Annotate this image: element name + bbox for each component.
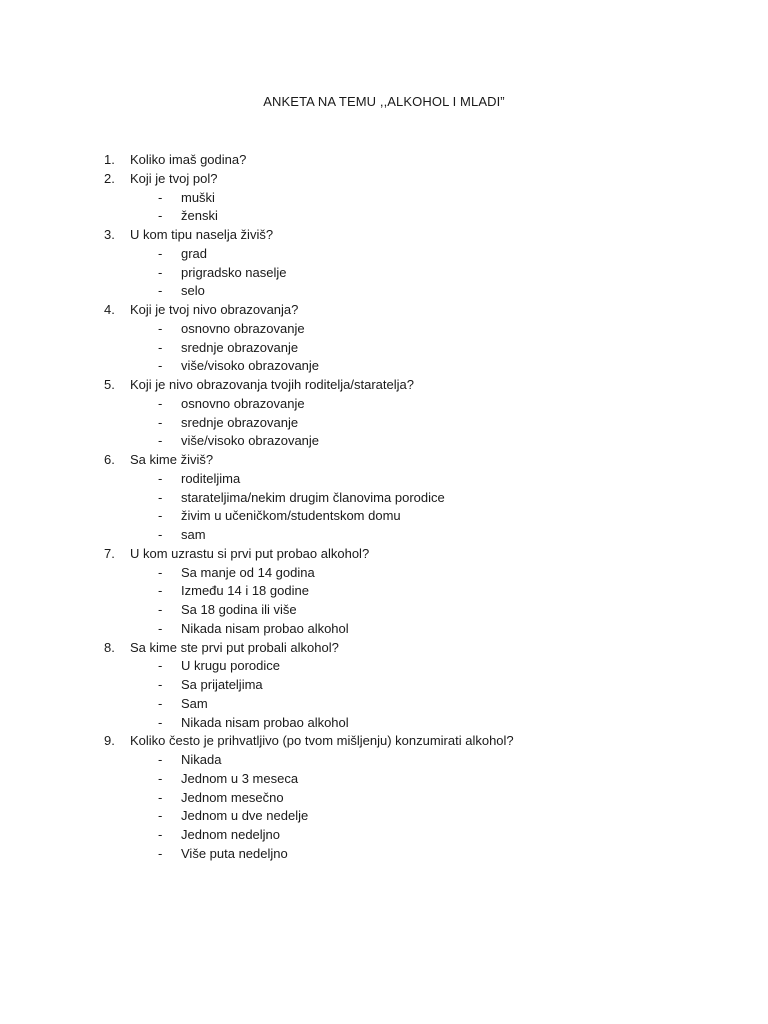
answer-dash: - [158,320,163,336]
answer-dash: - [158,714,163,730]
answer-option [0,751,768,770]
question-number: 1. [104,152,115,167]
answer-dash: - [158,414,163,430]
answer-dash: - [158,564,163,580]
question-text: Koji je nivo obrazovanja tvojih roditelja/staratelja? [130,377,414,392]
answer-dash: - [158,808,163,824]
answer-option [0,526,768,545]
answer-text: Sa prijateljima [181,677,263,692]
question-text: Koliko često je prihvatljivo (po tvom mišljenju) konzumirati alkohol? [130,733,514,749]
answer-option [0,564,768,583]
question-text: Koliko imaš godina? [130,152,247,167]
answer-text: U krugu porodice [181,658,280,674]
question-number: 9. [104,733,115,749]
answer-dash: - [158,433,163,449]
answer-dash: - [158,208,163,224]
answer-text: Jednom nedeljno [181,827,281,842]
answer-text: Sam [181,695,208,711]
answer-dash: - [158,602,163,617]
question-text: Sa kime ste prvi put probali alkohol? [130,639,339,655]
answer-dash: - [158,264,163,280]
answer-dash: - [158,508,163,524]
question-number: 3. [104,227,115,242]
answer-option [0,601,768,620]
answer-option [0,620,768,639]
answer-text: ženski [181,208,218,224]
answer-text: Između 14 i 18 godine [181,583,309,599]
answer-text: Sa manje od 14 godina [181,564,315,580]
question-line [0,545,768,564]
answer-option [0,807,768,826]
answer-option [0,714,768,733]
answer-text: osnovno obrazovanje [181,320,305,336]
answer-dash: - [158,789,163,805]
answer-dash: - [158,845,163,861]
answer-dash: - [158,827,163,842]
question-text: U kom tipu naselja živiš? [130,227,274,242]
question-1 [0,151,768,170]
question-line [0,301,768,320]
answer-text: osnovno obrazovanje [181,395,305,411]
answer-dash: - [158,752,163,767]
answer-text: Sa 18 godina ili više [181,602,297,617]
answer-dash: - [158,770,163,786]
answer-option [0,845,768,864]
question-text: Koji je tvoj pol? [130,170,218,186]
answer-text: starateljima/nekim drugim članovima porodice [181,489,445,505]
question-5 [0,376,768,451]
answer-text: više/visoko obrazovanje [181,433,320,449]
answer-option [0,189,768,208]
document-title: ANKETA NA TEMU ,,ALKOHOL I MLADI” [263,94,505,109]
question-text: Sa kime živiš? [130,452,214,467]
answer-text: Nikada [181,752,222,767]
answer-text: roditeljima [181,470,241,486]
answer-dash: - [158,527,163,542]
question-line [0,639,768,658]
question-line [0,376,768,395]
answer-option [0,507,768,526]
answer-dash: - [158,677,163,692]
answer-dash: - [158,358,163,374]
answer-option [0,695,768,714]
answer-option [0,320,768,339]
answer-dash: - [158,489,163,505]
answer-dash: - [158,695,163,711]
answer-option [0,676,768,695]
question-number: 7. [104,545,115,561]
question-number: 2. [104,170,115,186]
answer-text: srednje obrazovanje [181,414,299,430]
answer-dash: - [158,583,163,599]
question-7 [0,545,768,639]
question-8 [0,639,768,733]
answer-option [0,264,768,283]
question-line [0,151,768,170]
question-number: 4. [104,302,115,317]
question-line [0,732,768,751]
answer-text: sam [181,527,206,542]
answer-text: Više puta nedeljno [181,845,288,861]
answer-option [0,789,768,808]
answer-dash: - [158,658,163,674]
answer-option [0,339,768,358]
answer-option [0,826,768,845]
answer-dash: - [158,245,163,261]
answer-dash: - [158,395,163,411]
answer-text: prigradsko naselje [181,264,287,280]
answer-text: grad [181,245,208,261]
answer-dash: - [158,339,163,355]
answer-text: Nikada nisam probao alkohol [181,714,349,730]
answer-option [0,470,768,489]
question-6 [0,451,768,545]
answer-text: Jednom u dve nedelje [181,808,309,824]
answer-text: Jednom u 3 meseca [181,770,299,786]
question-line [0,226,768,245]
answer-option [0,414,768,433]
answer-text: srednje obrazovanje [181,339,299,355]
answer-dash: - [158,189,163,205]
question-text: U kom uzrastu si prvi put probao alkohol? [130,545,370,561]
answer-option [0,357,768,376]
answer-option [0,657,768,676]
answer-option [0,432,768,451]
answer-text: Nikada nisam probao alkohol [181,620,349,636]
answer-text: Jednom mesečno [181,789,284,805]
answer-option [0,582,768,601]
answer-option [0,207,768,226]
question-9 [0,732,768,863]
answer-option [0,489,768,508]
answer-dash: - [158,470,163,486]
answer-text: više/visoko obrazovanje [181,358,320,374]
question-4 [0,301,768,376]
answer-text: muški [181,189,215,205]
question-number: 6. [104,452,115,467]
question-line [0,170,768,189]
answer-option [0,245,768,264]
answer-option [0,395,768,414]
answer-dash: - [158,283,163,299]
answer-option [0,770,768,789]
survey-question-list [0,151,768,864]
question-2 [0,170,768,226]
question-3 [0,226,768,301]
answer-dash: - [158,620,163,636]
question-number: 8. [104,639,115,655]
answer-option [0,282,768,301]
question-line [0,451,768,470]
answer-text: selo [181,283,205,299]
question-number: 5. [104,377,115,392]
question-text: Koji je tvoj nivo obrazovanja? [130,302,299,317]
answer-text: živim u učeničkom/studentskom domu [181,508,401,524]
